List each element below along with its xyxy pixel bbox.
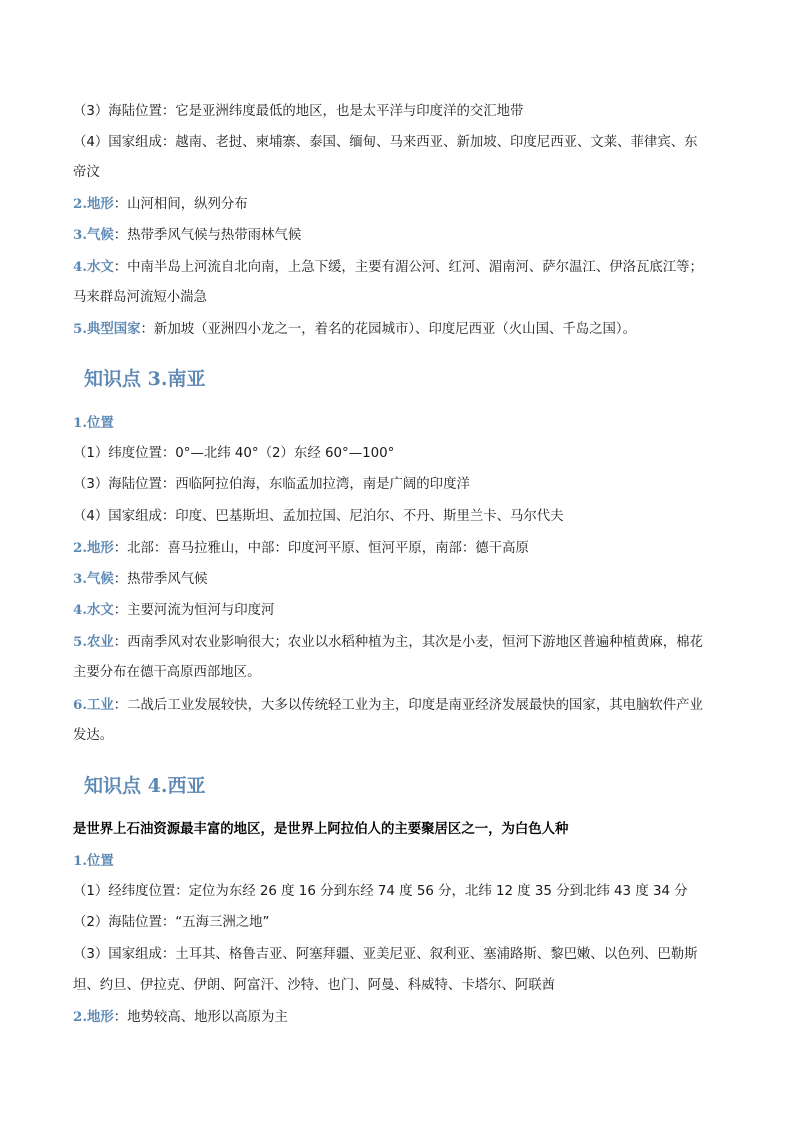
hydrology-continued xyxy=(73,289,725,307)
text: 发达。 xyxy=(73,728,114,743)
typical-country-text: ：新加坡（亚洲四小龙之一，着名的花园城市）、印度尼西亚（火山国、千岛之国）。 xyxy=(140,322,636,337)
terrain-line xyxy=(73,1008,725,1027)
agriculture-label: 5.农业 xyxy=(73,634,114,650)
industry-continued xyxy=(73,727,725,745)
location-label: 1.位置 xyxy=(73,415,114,431)
location-line xyxy=(73,414,725,433)
text: （4）国家组成：越南、老挝、柬埔寨、泰国、缅甸、马来西亚、新加坡、印度尼西亚、文莱、菲律宾、东 xyxy=(73,135,698,150)
location-label: 1.位置 xyxy=(73,853,114,869)
country-composition-line xyxy=(73,508,725,526)
hydrology-line xyxy=(73,601,725,620)
industry-line xyxy=(73,696,725,715)
text: （3）国家组成：土耳其、格鲁吉亚、阿塞拜疆、亚美尼亚、叙利亚、塞浦路斯、黎巴嫩、以色列、巴勒斯 xyxy=(73,947,698,962)
latitude-line xyxy=(73,445,725,463)
climate-label: 3.气候 xyxy=(73,571,114,587)
hydrology-line xyxy=(73,258,725,277)
hydrology-text: ：中南半岛上河流自北向南，上急下缓，主要有湄公河、红河、湄南河、萨尔温江、伊洛瓦底江等； xyxy=(113,260,703,275)
agriculture-text: ：西南季风对农业影响很大；农业以水稻种植为主，其次是小麦，恒河下游地区普遍种植黄麻，棉花 xyxy=(113,635,703,650)
text: 坦、约旦、伊拉克、伊朗、阿富汗、沙特、也门、阿曼、科威特、卡塔尔、阿联酋 xyxy=(73,978,556,993)
summary-line xyxy=(73,821,725,839)
agriculture-continued xyxy=(73,664,725,682)
agriculture-line xyxy=(73,633,725,652)
climate-line xyxy=(73,226,725,245)
sea-land-position-line xyxy=(73,914,725,932)
climate-label: 3.气候 xyxy=(73,227,114,243)
country-composition-line xyxy=(73,134,725,152)
country-composition-continued xyxy=(73,164,725,182)
industry-text: ：二战后工业发展较快，大多以传统轻工业为主，印度是南亚经济发展最快的国家，其电脑软件产业 xyxy=(113,698,703,713)
sea-land-position-line xyxy=(73,476,725,494)
text: 帝汶 xyxy=(73,165,100,180)
country-composition-continued xyxy=(73,977,725,995)
terrain-line xyxy=(73,539,725,558)
coordinates-line xyxy=(73,883,725,901)
terrain-text: ：地势较高、地形以高原为主 xyxy=(113,1010,288,1025)
hydrology-text: ：主要河流为恒河与印度河 xyxy=(113,603,275,618)
terrain-label: 2.地形 xyxy=(73,196,114,212)
text: 马来群岛河流短小湍急 xyxy=(73,290,207,305)
typical-country-label: 5.典型国家 xyxy=(73,321,141,337)
section-heading-south-asia: 知识点 3.南亚 xyxy=(84,368,206,390)
text: （4）国家组成：印度、巴基斯坦、孟加拉国、尼泊尔、不丹、斯里兰卡、马尔代夫 xyxy=(73,509,564,524)
text: （1）纬度位置：0°—北纬 40°（2）东经 60°—100° xyxy=(73,446,395,461)
industry-label: 6.工业 xyxy=(73,697,114,713)
text: 主要分布在德干高原西部地区。 xyxy=(73,665,261,680)
terrain-label: 2.地形 xyxy=(73,540,114,556)
text: （1）经纬度位置：定位为东经 26 度 16 分到东经 74 度 56 分，北纬 12 度 35 分到北纬 43 度 34 分 xyxy=(73,884,688,899)
typical-country-line xyxy=(73,320,725,339)
terrain-text: ：山河相间，纵列分布 xyxy=(113,197,248,212)
terrain-label: 2.地形 xyxy=(73,1009,114,1025)
terrain-text: ：北部：喜马拉雅山，中部：印度河平原、恒河平原，南部：德干高原 xyxy=(113,541,529,556)
text: 是世界上石油资源最丰富的地区，是世界上阿拉伯人的主要聚居区之一，为白色人种 xyxy=(73,822,569,837)
terrain-line xyxy=(73,195,725,214)
section-heading-west-asia: 知识点 4.西亚 xyxy=(84,775,206,797)
location-line xyxy=(73,852,725,871)
climate-line xyxy=(73,570,725,589)
hydrology-label: 4.水文 xyxy=(73,602,114,618)
sea-land-position-line xyxy=(73,103,725,121)
hydrology-label: 4.水文 xyxy=(73,259,114,275)
country-composition-line xyxy=(73,946,725,964)
text: （3）海陆位置：它是亚洲纬度最低的地区，也是太平洋与印度洋的交汇地带 xyxy=(73,104,524,119)
climate-text: ：热带季风气候与热带雨林气候 xyxy=(113,228,302,243)
climate-text: ：热带季风气候 xyxy=(113,572,208,587)
text: （3）海陆位置：西临阿拉伯海，东临孟加拉湾，南是广阔的印度洋 xyxy=(73,477,470,492)
text: （2）海陆位置：“五海三洲之地” xyxy=(73,915,270,930)
